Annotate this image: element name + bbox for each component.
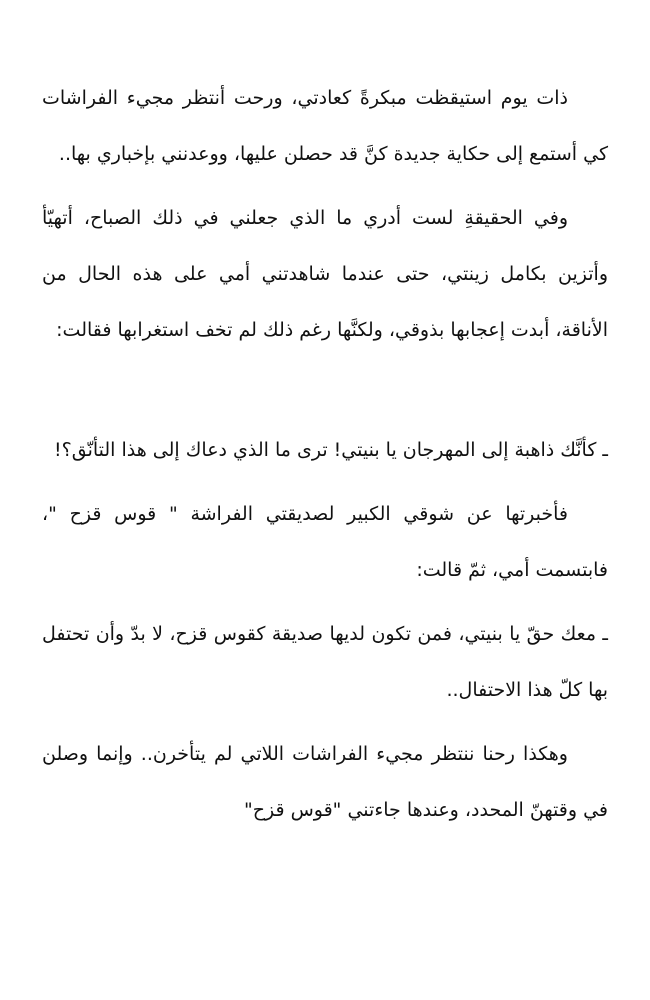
paragraph-told-mother: فأخبرتها عن شوقي الكبير لصديقتي الفراشة " قوس قزح "، فابتسمت أمي، ثمّ قالت: [42,503,608,581]
paragraph-waking-early: ذات يوم استيقظت مبكرةً كعادتي، ورحت أنتظر مجيء الفراشات كي أستمع إلى حكاية جديدة كنَّ قد حصلن عليها، ووعدنني بإخباري بها.. [42,87,608,165]
paragraph-dressing-up: وفي الحقيقةِ لست أدري ما الذي جعلني في ذلك الصباح، أتهيّأ وأتزين بكامل زينتي، حتى عندما شاهدتني أمي على هذه الحال من الأناقة، أبدت إعجابها بذوقي، ولكنَّها رغم ذلك لم تخف استغرابها فقالت: [42,207,608,341]
story-page [42,70,608,838]
paragraph-mother-question: ـ كأنَّك ذاهبة إلى المهرجان يا بنيتي! ترى ما الذي دعاك إلى هذا التأنّق؟! [54,439,608,461]
paragraph-butterflies-arrive: وهكذا رحنا ننتظر مجيء الفراشات اللاتي لم يتأخرن.. وإنما وصلن في وقتهنّ المحدد، وعندها جاءتني "قوس قزح" [42,743,608,821]
paragraph-mother-reply: ـ معك حقّ يا بنيتي، فمن تكون لديها صديقة كقوس قزح، لا بدّ وأن تحتفل بها كلّ هذا الاحتفال.. [42,623,608,701]
